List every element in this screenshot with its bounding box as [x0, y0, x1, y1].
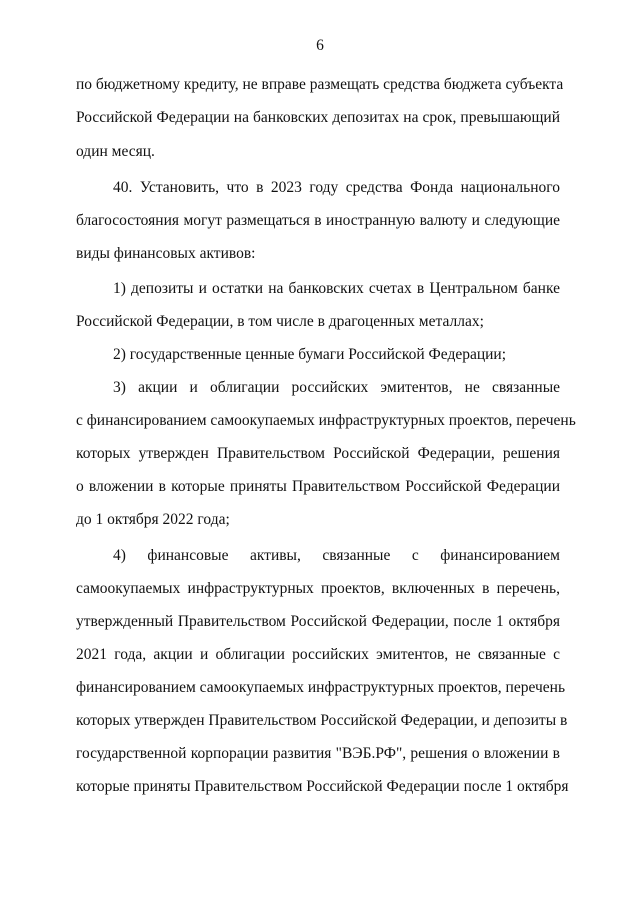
text-line: 1) депозиты и остатки на банковских счетах в Центральном банке — [113, 280, 560, 297]
page-number: 6 — [316, 37, 324, 54]
text-line: финансированием самоокупаемых инфраструктурных проектов, перечень — [76, 679, 566, 696]
text-line: которых утвержден Правительством Российской Федерации, и депозиты в — [76, 712, 568, 729]
text-line: которые приняты Правительством Российской Федерации после 1 октября — [76, 778, 569, 795]
text-line: до 1 октября 2022 года; — [76, 511, 230, 528]
text-line: виды финансовых активов: — [76, 245, 256, 262]
text-line: один месяц. — [76, 143, 155, 160]
text-line: с финансированием самоокупаемых инфраструктурных проектов, перечень — [76, 412, 576, 429]
text-line: самоокупаемых инфраструктурных проектов, включенных в перечень, — [76, 580, 560, 597]
text-line: благосостояния могут размещаться в иностранную валюту и следующие — [76, 212, 560, 229]
text-line: 3) акции и облигации российских эмитентов, не связанные — [113, 379, 560, 396]
text-line: 40. Установить, что в 2023 году средства Фонда национального — [113, 179, 560, 196]
text-line: утвержденный Правительством Российской Федерации, после 1 октября — [76, 613, 560, 630]
text-line: о вложении в которые приняты Правительством Российской Федерации — [76, 478, 560, 495]
text-line: 4) финансовые активы, связанные с финансированием — [113, 547, 560, 564]
text-line: государственной корпорации развития "ВЭБ.РФ", решения о вложении в — [76, 745, 560, 762]
text-line: Российской Федерации на банковских депозитах на срок, превышающий — [76, 109, 560, 126]
text-line: которых утвержден Правительством Российской Федерации, решения — [76, 445, 560, 462]
text-line: Российской Федерации, в том числе в драгоценных металлах; — [76, 313, 484, 330]
text-line: 2) государственные ценные бумаги Российской Федерации; — [113, 346, 507, 363]
text-line: 2021 года, акции и облигации российских эмитентов, не связанные с — [76, 646, 560, 663]
text-line: по бюджетному кредиту, не вправе размещать средства бюджета субъекта — [76, 76, 564, 93]
